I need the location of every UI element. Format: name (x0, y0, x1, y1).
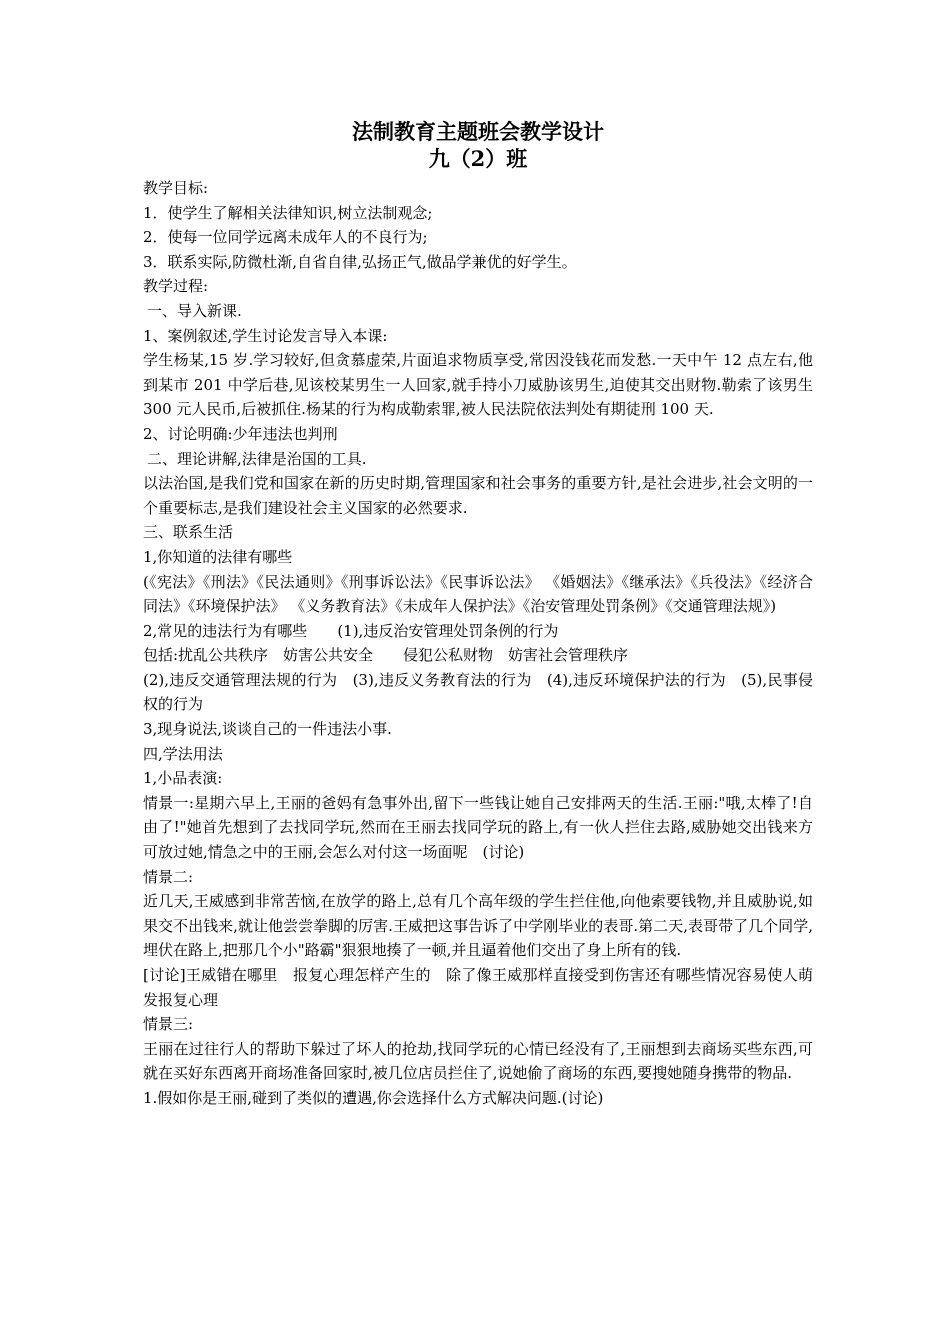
scene-2-discussion: [讨论]王威错在哪里 报复心理怎样产生的 除了像王威那样直接受到伤害还有哪些情况容易使人萌发报复心理 (143, 966, 813, 1009)
step-heading-3: 三、联系生活 (143, 523, 234, 542)
scene-3-question: 1.假如你是王丽,碰到了类似的遭遇,你会选择什么方式解决问题.(讨论) (143, 1088, 604, 1107)
scene-2-paragraph: 近几天,王威感到非常苦恼,在放学的路上,总有几个高年级的学生拦住他,向他索要钱物,并且威胁说,如果交不出钱来,就让他尝尝拳脚的厉害.王威把这事告诉了中学刚毕业的表哥.第二天,表哥带了几个同学,埋伏在路上,把那几个小"路霸"狠狠地揍了一顿,并且逼着他们交出了身上所有的钱. (143, 892, 813, 960)
theory-paragraph: 以法治国,是我们党和国家在新的历史时期,管理国家和社会事务的重要方针,是社会进步,社会文明的一个重要标志,是我们建设社会主义国家的必然要求. (143, 474, 813, 517)
violations-includes: 包括:扰乱公共秩序 妨害公共安全 侵犯公私财物 妨害社会管理秩序 (143, 646, 629, 665)
goal-item-1: 1．使学生了解相关法律知识,树立法制观念; (143, 203, 433, 222)
case-intro: 1、案例叙述,学生讨论发言导入本课: (143, 326, 388, 345)
document-title: 法制教育主题班会教学设计 (352, 119, 604, 144)
case-paragraph: 学生杨某,15 岁.学习较好,但贪慕虚荣,片面追求物质享受,常因没钱花而发愁.一天中午 12 点左右,他到某市 201 中学后巷,见该校某男生一人回家,就手持小刀威胁该男生,迫使其交出财物.勒索了该男生 300 元人民币,后被抓住.杨某的行为构成勒索罪,被人民法院依法判处有期徒刑 100 天. (143, 351, 813, 419)
goal-item-2: 2．使每一位同学远离未成年人的不良行为; (143, 228, 428, 247)
section-heading-goals: 教学目标: (143, 179, 209, 197)
document-subtitle: 九（2）班 (428, 146, 528, 171)
violations-list: (2),违反交通管理法规的行为 (3),违反义务教育法的行为 (4),违反环境保护法的行为 (5),民事侵权的行为 (143, 670, 813, 714)
document-page (143, 118, 813, 1111)
scene-3-heading: 情景三: (143, 1015, 194, 1034)
scene-3-paragraph: 王丽在过往行人的帮助下躲过了坏人的抢劫,找同学玩的心情已经没有了,王丽想到去商场买些东西,可就在买好东西离开商场准备回家时,被几位店员拦住了,说她偷了商场的东西,要搜她随身携带的物品. (143, 1039, 813, 1083)
self-story: 3,现身说法,谈谈自己的一件违法小事. (143, 720, 392, 739)
step-heading-4: 四,学法用法 (143, 744, 223, 763)
step-heading-2: 二、理论讲解,法律是治国的工具. (147, 449, 367, 468)
scene-2-heading: 情景二: (143, 867, 194, 886)
step-heading-1: 一、导入新课. (147, 301, 242, 320)
question-laws: 1,你知道的法律有哪些 (143, 547, 293, 566)
discussion-conclusion: 2、讨论明确:少年违法也判刑 (143, 424, 338, 443)
laws-list: (《宪法》《刑法》《民法通则》《刑事诉讼法》《民事诉讼法》 《婚姻法》《继承法》《兵役法》《经济合同法》《环境保护法》 《义务教育法》《未成年人保护法》《治安管理处罚条例》《交通管理法规》) (143, 572, 813, 616)
goal-item-3: 3．联系实际,防微杜渐,自省自律,弘扬正气,做品学兼优的好学生。 (143, 252, 577, 271)
section-heading-process: 教学过程: (143, 277, 209, 296)
skit-heading: 1,小品表演: (143, 769, 223, 788)
scene-1-paragraph: 情景一:星期六早上,王丽的爸妈有急事外出,留下一些钱让她自己安排两天的生活.王丽:"哦,太棒了!自由了!"她首先想到了去找同学玩,然而在王丽去找同学玩的路上,有一伙人拦住去路,威胁她交出钱来方可放过她,情急之中的王丽,会怎么对付这一场面呢 (讨论) (143, 793, 813, 862)
question-violations: 2,常见的违法行为有哪些 (1),违反治安管理处罚条例的行为 (143, 621, 559, 640)
